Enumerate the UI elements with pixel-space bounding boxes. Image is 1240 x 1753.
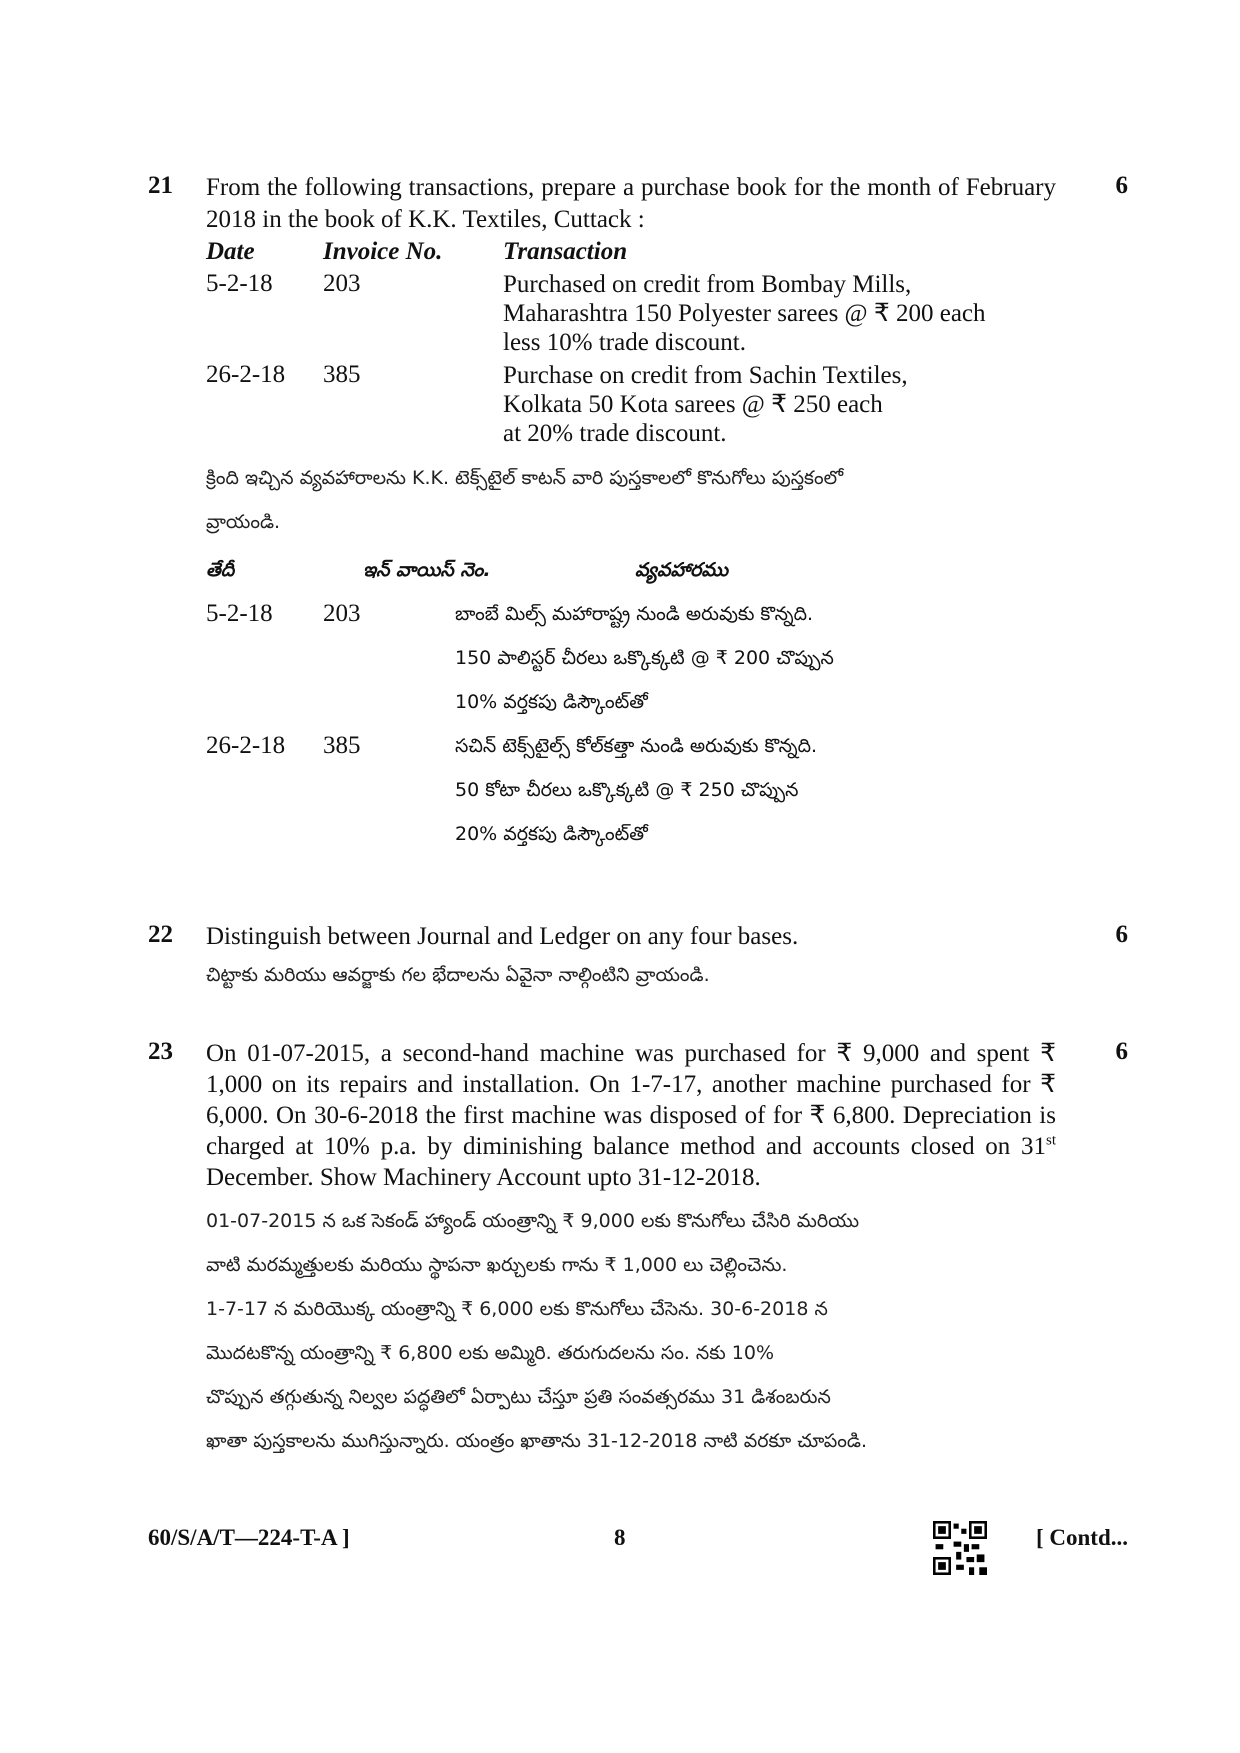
telugu-table-row	[206, 592, 1056, 724]
telugu-line: చొప్పున తగ్గుతున్న నిల్వల పద్ధతిలో ఏర్పాటు చేస్తూ ప్రతి సంవత్సరము 31 డిశంబరున	[206, 1386, 831, 1408]
transaction-line: 50 కోటా చీరలు ఒక్కొక్కటి @ ₹ 250 చొప్పున	[455, 779, 799, 801]
question-number: 21	[148, 172, 173, 199]
transaction-line: 20% వర్తకపు డిస్కౌంట్‌తో	[455, 823, 648, 845]
marks: 6	[1115, 172, 1128, 199]
row-invoice: 385	[323, 361, 361, 388]
telugu-table-row	[206, 724, 1056, 856]
table-row	[206, 268, 1056, 357]
page-footer	[148, 1525, 1128, 1565]
header-date: Date	[206, 238, 255, 265]
transaction-line: Kolkata 50 Kota sarees @ ₹ 250 each	[503, 391, 883, 418]
row-date: 5-2-18	[206, 600, 273, 627]
row-transaction	[503, 268, 1056, 357]
row-date: 5-2-18	[206, 270, 273, 297]
table-row	[206, 359, 1056, 448]
telugu-line: మొదటకొన్న యంత్రాన్ని ₹ 6,800 లకు అమ్మిరి. తరుగుదలను సం. నకు 10%	[206, 1342, 775, 1364]
question-text-part: December. Show Machinery Account upto 31-12-2018.	[206, 1164, 761, 1191]
telugu-line: 01-07-2015 న ఒక సెకండ్ హ్యాండ్ యంత్రాన్ని ₹ 9,000 లకు కొనుగోలు చేసిరి మరియు	[206, 1210, 860, 1232]
transaction-line: Maharashtra 150 Polyester sarees @ ₹ 200 each	[503, 300, 986, 327]
row-date: 26-2-18	[206, 732, 286, 759]
telugu-question-text: చిట్టాకు మరియు ఆవర్జాకు గల భేదాలను ఏవైనా నాల్గింటిని వ్రాయండి.	[206, 964, 710, 986]
transaction-line: బాంబే మిల్స్ మహారాష్ట్ర నుండి అరువుకు కొన్నది.	[455, 603, 814, 625]
header-transaction: వ్యవహారము	[635, 559, 729, 581]
superscript: st	[1045, 1132, 1056, 1149]
marks: 6	[1115, 1038, 1128, 1065]
telugu-question-text	[206, 1199, 1056, 1463]
transaction-line: Purchased on credit from Bombay Mills,	[503, 271, 912, 298]
telugu-table-header	[206, 548, 1056, 592]
telugu-question-line: క్రింది ఇచ్చిన వ్యవహారాలను K.K. టెక్స్‌టైల్ కాటన్ వారి పుస్తకాలలో కొనుగోలు పుస్తకంలో	[206, 467, 844, 489]
telugu-line: ఖాతా పుస్తకాలను ముగిస్తున్నారు. యంత్రం ఖాతాను 31-12-2018 నాటి వరకూ చూపండి.	[206, 1430, 867, 1452]
header-invoice: ఇన్ వాయిస్ నెం.	[363, 559, 491, 581]
transaction-line: Purchase on credit from Sachin Textiles,	[503, 362, 908, 389]
paper-code: 60/S/A/T—224-T-A ]	[148, 1525, 350, 1550]
row-date: 26-2-18	[206, 361, 286, 388]
question-23	[148, 1038, 1128, 1463]
continued-label: [ Contd...	[1035, 1525, 1128, 1550]
transaction-line: at 20% trade discount.	[503, 420, 727, 447]
question-text: From the following transactions, prepare a purchase book for the month of February 2018 in the book of K.K. Textiles, Cuttack :	[206, 174, 1056, 233]
header-date: తేదీ	[206, 559, 235, 581]
question-number: 23	[148, 1038, 173, 1065]
question-22	[148, 921, 1128, 997]
table-header	[206, 236, 1056, 268]
telugu-line: వాటి మరమ్మత్తులకు మరియు స్థాపనా ఖర్చులకు గాను ₹ 1,000 లు చెల్లించెను.	[206, 1254, 788, 1276]
telugu-question-line: వ్రాయండి.	[206, 511, 281, 533]
row-invoice: 203	[323, 600, 361, 627]
header-transaction: Transaction	[503, 238, 628, 265]
telugu-line: 1-7-17 న మరియొక్క యంత్రాన్ని ₹ 6,000 లకు కొనుగోలు చేసెను. 30-6-2018 న	[206, 1298, 828, 1320]
marks: 6	[1115, 921, 1128, 948]
transaction-line: 150 పాలిస్టర్ చీరలు ఒక్కొక్కటి @ ₹ 200 చొప్పున	[455, 647, 834, 669]
page-number: 8	[614, 1525, 626, 1550]
question-text-part: On 01-07-2015, a second-hand machine was purchased for ₹ 9,000 and spent ₹ 1,000 on its repairs and installation. On 1-7-17, another machine purchased for ₹ 6,000. On 30-6-2018 the first machine was disposed of for ₹ 6,800. Depreciation is charged at 10% p.a. by diminishing balance method and accounts closed on 31	[206, 1040, 1056, 1160]
transaction-line: సచిన్ టెక్స్‌టైల్స్ కోల్‌కత్తా నుండి అరువుకు కొన్నది.	[455, 735, 818, 757]
row-transaction	[455, 724, 1056, 856]
row-invoice: 203	[323, 270, 361, 297]
row-transaction	[503, 359, 1056, 448]
transaction-line: 10% వర్తకపు డిస్కౌంట్‌తో	[455, 691, 648, 713]
transaction-line: less 10% trade discount.	[503, 329, 747, 356]
question-text	[206, 1038, 1056, 1193]
question-21	[148, 172, 1128, 856]
row-transaction	[455, 592, 1056, 724]
question-text: Distinguish between Journal and Ledger on any four bases.	[206, 923, 799, 950]
row-invoice: 385	[323, 732, 361, 759]
telugu-block	[206, 456, 1056, 856]
header-invoice: Invoice No.	[323, 238, 443, 265]
qr-code-icon	[933, 1521, 987, 1575]
question-number: 22	[148, 921, 173, 948]
